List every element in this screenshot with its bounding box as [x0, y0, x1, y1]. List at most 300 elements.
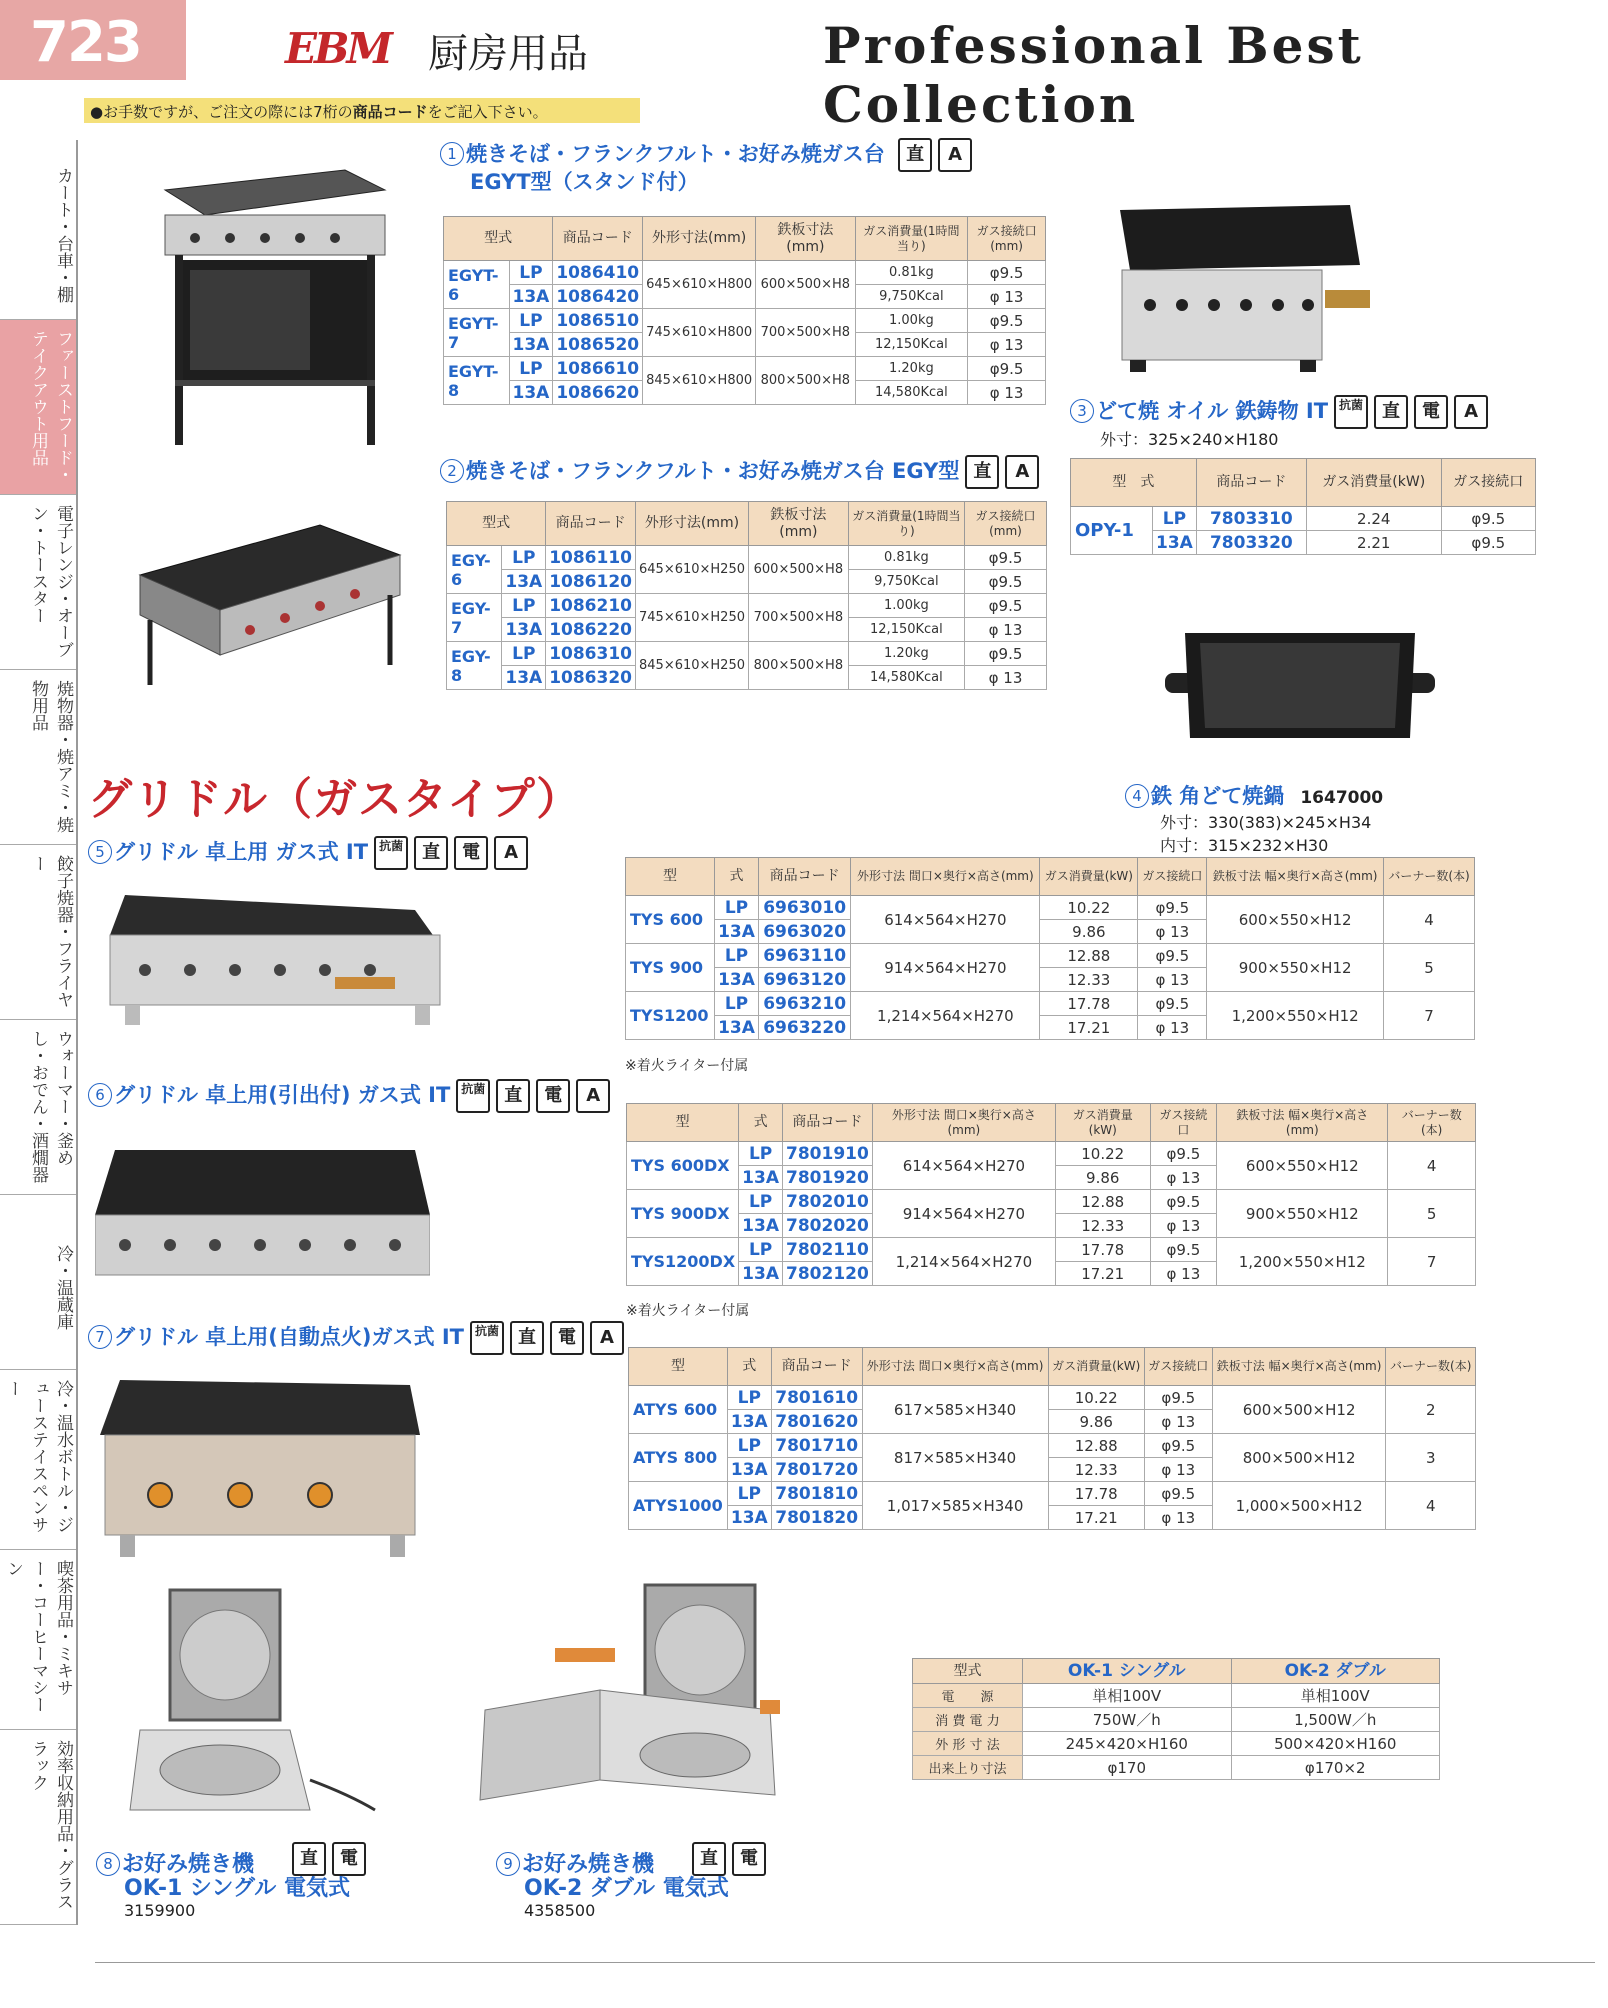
table-cell-variant: LP	[715, 944, 759, 968]
table-cell-joint: φ9.5	[1138, 944, 1207, 968]
table-cell-code: 6963110	[758, 944, 850, 968]
table-cell-joint: φ 13	[965, 618, 1047, 642]
table-cell-variant: LP	[509, 261, 553, 285]
table-cell-outer: 914×564×H270	[872, 1190, 1055, 1238]
table-cell-variant: LP	[727, 1386, 771, 1410]
table-cell-gas: 17.78	[1040, 992, 1138, 1016]
table-cell-gas: 12.33	[1055, 1214, 1150, 1238]
table-header: ガス消費量(kW)	[1306, 459, 1441, 507]
notice-prefix: ●お手数ですが、ご注文の際には7桁の	[90, 103, 353, 121]
table-cell-joint: φ 13	[1150, 1214, 1217, 1238]
table-cell-joint: φ 13	[968, 333, 1046, 357]
table-cell-joint: φ 13	[1144, 1410, 1212, 1434]
table-cell-joint: φ9.5	[1144, 1482, 1212, 1506]
table-cell-code: 1086320	[546, 666, 636, 690]
antibacterial-icon: 抗菌	[1334, 395, 1368, 429]
phone-order-icon: 電	[1414, 395, 1448, 429]
table-header: 商品コード	[771, 1348, 862, 1386]
table-cell-code: 1086110	[546, 546, 636, 570]
antibacterial-icon: 抗菌	[470, 1321, 504, 1355]
table-cell-model: TYS 600DX	[627, 1142, 739, 1190]
phone-order-icon: 電	[332, 1842, 366, 1876]
table-cell-code: 7801710	[771, 1434, 862, 1458]
opy-spec-table	[1070, 458, 1536, 555]
table-cell-gas: 1.20kg	[848, 642, 964, 666]
table-header: 型	[627, 1104, 739, 1142]
table-cell-gas: 17.21	[1055, 1262, 1150, 1286]
gas-type-a-icon: A	[494, 836, 528, 870]
table-header: 式	[727, 1348, 771, 1386]
table-cell-variant: 13A	[509, 333, 553, 357]
table-cell-joint: φ9.5	[965, 570, 1047, 594]
table-cell-outer: 617×585×H340	[862, 1386, 1048, 1434]
table-cell-outer: 845×610×H250	[636, 642, 749, 690]
antibacterial-icon: 抗菌	[374, 836, 408, 870]
phone-order-icon: 電	[536, 1079, 570, 1113]
table-header: バーナー数(本)	[1384, 858, 1475, 896]
table-header: 式	[739, 1104, 783, 1142]
product-number: 8	[96, 1852, 120, 1876]
table-cell-gas: 9.86	[1048, 1410, 1144, 1434]
table-cell-model: EGYT-8	[444, 357, 510, 405]
table-cell-model: TYS 900DX	[627, 1190, 739, 1238]
table-header: 型式	[447, 502, 546, 546]
table-header: 鉄板寸法(mm)	[756, 217, 855, 261]
sidebar-tab-storage[interactable]	[0, 1195, 76, 1370]
table-cell-joint: φ 13	[1150, 1166, 1217, 1190]
table-cell-model: ATYS 800	[629, 1434, 728, 1482]
sidebar-tab-label: 冷・温蔵庫	[53, 1244, 73, 1330]
table-cell-code: 7801610	[771, 1386, 862, 1410]
table-cell-burners: 4	[1384, 896, 1475, 944]
table-cell-gas: 9,750Kcal	[855, 285, 968, 309]
product-title: どて焼 オイル 鉄鋳物 IT	[1096, 399, 1329, 423]
table-cell-joint: φ9.5	[968, 357, 1046, 381]
product-5-title	[88, 836, 528, 870]
table-cell-joint: φ9.5	[1150, 1142, 1217, 1166]
table-cell-plate: 1,200×550×H12	[1207, 992, 1384, 1040]
table-header: 型式	[444, 217, 553, 261]
tys-dx-spec-table	[626, 1103, 1476, 1286]
table-cell-value: φ170×2	[1231, 1756, 1440, 1780]
table-cell-joint: φ9.5	[968, 309, 1046, 333]
table-cell-outer: 614×564×H270	[851, 896, 1040, 944]
table-cell-gas: 12.33	[1048, 1458, 1144, 1482]
table-cell-joint: φ9.5	[1138, 992, 1207, 1016]
table-cell-plate: 1,200×550×H12	[1217, 1238, 1388, 1286]
table-cell-plate: 800×500×H8	[749, 642, 849, 690]
product-8-info	[96, 1848, 358, 1921]
table-header: 鉄板寸法 幅×奥行×高さ(mm)	[1212, 1348, 1386, 1386]
table-header: バーナー数(本)	[1388, 1104, 1476, 1142]
product-inner-dims: 内寸：315×232×H30	[1160, 836, 1329, 855]
sidebar-tab-label: 電子レンジ・オーブン・トースター	[28, 505, 73, 658]
table-cell-variant: 13A	[502, 570, 546, 594]
table-header: 鉄板寸法 幅×奥行×高さ(mm)	[1217, 1104, 1388, 1142]
lighter-note: ※着火ライター付属	[625, 1058, 749, 1074]
sidebar-tab-label: カート・台車・棚	[53, 166, 73, 303]
table-cell-variant: LP	[502, 594, 546, 618]
table-cell-code: 7802020	[783, 1214, 873, 1238]
table-cell-code: 6963210	[758, 992, 850, 1016]
sidebar-tab-grill[interactable]	[0, 670, 76, 845]
table-cell-gas: 12.88	[1040, 944, 1138, 968]
table-cell-outer: 1,017×585×H340	[862, 1482, 1048, 1530]
egyt-spec-table	[443, 216, 1046, 405]
product-code: 1647000	[1300, 788, 1384, 808]
table-header: 鉄板寸法 幅×奥行×高さ(mm)	[1207, 858, 1384, 896]
table-cell-gas: 2.21	[1306, 531, 1441, 555]
sidebar-tab-label: ウォーマー・釜めし・おでん・酒燗器	[28, 1030, 73, 1183]
table-cell-variant: 13A	[727, 1458, 771, 1482]
table-cell-joint: φ 13	[1150, 1262, 1217, 1286]
table-cell-variant: 13A	[509, 285, 553, 309]
table-cell-model: ATYS 600	[629, 1386, 728, 1434]
table-header: 外形寸法 間口×奥行×高さ(mm)	[862, 1348, 1048, 1386]
product-title-line2: EGYT型（スタンド付）	[470, 170, 699, 194]
table-cell-model: TYS1200	[626, 992, 715, 1040]
table-cell-burners: 4	[1388, 1142, 1476, 1190]
product-title: グリドル 卓上用(自動点火)ガス式 IT	[114, 1325, 464, 1349]
table-cell-code: 7801620	[771, 1410, 862, 1434]
direct-delivery-icon: 直	[496, 1079, 530, 1113]
table-header: ガス接続口	[1144, 1348, 1212, 1386]
table-header: ガス接続口	[1138, 858, 1207, 896]
tys-spec-table	[625, 857, 1475, 1040]
notice-bold: 商品コード	[352, 103, 428, 121]
gas-type-a-icon: A	[938, 138, 972, 172]
table-cell-code: 1086210	[546, 594, 636, 618]
table-cell-joint: φ9.5	[1150, 1238, 1217, 1262]
table-cell-variant: LP	[715, 992, 759, 1016]
table-cell-variant: 13A	[502, 666, 546, 690]
table-cell-gas: 14,580Kcal	[848, 666, 964, 690]
table-cell-label: 外 形 寸 法	[913, 1732, 1023, 1756]
table-cell-gas: 0.81kg	[855, 261, 968, 285]
table-cell-variant: LP	[715, 896, 759, 920]
griddle-section-heading: グリドル（ガスタイプ）	[88, 774, 582, 825]
table-cell-plate: 700×500×H8	[756, 309, 855, 357]
table-cell-gas: 9.86	[1055, 1166, 1150, 1190]
table-cell-code: 7802120	[783, 1262, 873, 1286]
table-cell-model: EGYT-6	[444, 261, 510, 309]
gas-type-a-icon: A	[576, 1079, 610, 1113]
brand-logo: EBM	[285, 24, 391, 73]
product-title: 鉄 角どて焼鍋	[1151, 784, 1285, 808]
lighter-note: ※着火ライター付属	[626, 1303, 750, 1319]
product-1-title	[440, 138, 972, 196]
table-cell-plate: 1,000×500×H12	[1212, 1482, 1386, 1530]
table-cell-gas: 9.86	[1040, 920, 1138, 944]
product-title: グリドル 卓上用(引出付) ガス式 IT	[114, 1083, 451, 1107]
table-cell-gas: 1.00kg	[855, 309, 968, 333]
table-cell-value: 245×420×H160	[1023, 1732, 1232, 1756]
product-title: グリドル 卓上用 ガス式 IT	[114, 840, 369, 864]
category-title: 厨房用品	[428, 31, 588, 77]
table-cell-variant: 13A	[739, 1262, 783, 1286]
table-cell-plate: 800×500×H8	[756, 357, 855, 405]
table-header: 外形寸法(mm)	[643, 217, 756, 261]
sidebar-tab-label: 焼物器・焼アミ・焼物用品	[28, 680, 73, 833]
table-cell-code: 1086520	[553, 333, 643, 357]
table-cell-outer: 817×585×H340	[862, 1434, 1048, 1482]
table-cell-model: EGY-7	[447, 594, 502, 642]
antibacterial-icon: 抗菌	[456, 1079, 490, 1113]
sidebar-tab-fryer[interactable]	[0, 845, 76, 1020]
table-cell-gas: 12,150Kcal	[848, 618, 964, 642]
table-cell-gas: 12.88	[1048, 1434, 1144, 1458]
table-cell-plate: 800×500×H12	[1212, 1434, 1386, 1482]
table-cell-joint: φ9.5	[968, 261, 1046, 285]
product-title-line1: お好み焼き機	[522, 1852, 655, 1877]
table-header: ガス接続口(mm)	[965, 502, 1047, 546]
table-cell-outer: 1,214×564×H270	[872, 1238, 1055, 1286]
table-cell-model: OPY-1	[1071, 507, 1153, 555]
table-cell-outer: 745×610×H800	[643, 309, 756, 357]
table-cell-plate: 600×500×H12	[1212, 1386, 1386, 1434]
product-dimensions: 外寸：325×240×H180	[1100, 430, 1279, 449]
ok1-machine-photo	[120, 1580, 380, 1840]
table-cell-joint: φ 13	[1138, 968, 1207, 992]
direct-delivery-icon: 直	[898, 138, 932, 172]
table-header: ガス消費量(kW)	[1040, 858, 1138, 896]
table-cell-code: 7802110	[783, 1238, 873, 1262]
product-outer-dims: 外寸：330(383)×245×H34	[1160, 813, 1372, 832]
table-cell-plate: 600×500×H8	[749, 546, 849, 594]
table-cell-gas: 0.81kg	[848, 546, 964, 570]
direct-delivery-icon: 直	[965, 455, 999, 489]
iron-pan-photo	[1155, 628, 1445, 778]
table-cell-variant: LP	[509, 357, 553, 381]
phone-order-icon: 電	[550, 1321, 584, 1355]
sidebar-tab-label: 餃子焼器・フライヤー	[28, 855, 73, 1008]
table-cell-joint: φ 13	[1144, 1506, 1212, 1530]
table-cell-outer: 914×564×H270	[851, 944, 1040, 992]
table-header: ガス接続口(mm)	[968, 217, 1046, 261]
direct-delivery-icon: 直	[1374, 395, 1408, 429]
table-cell-code: 1086120	[546, 570, 636, 594]
table-cell-burners: 2	[1386, 1386, 1476, 1434]
table-cell-joint: φ9.5	[1441, 531, 1535, 555]
sidebar-tab-fastfood[interactable]	[0, 320, 76, 495]
table-header: 型式	[913, 1659, 1023, 1684]
table-cell-variant: LP	[739, 1190, 783, 1214]
table-cell-label: 出来上り寸法	[913, 1756, 1023, 1780]
table-cell-gas: 12.88	[1055, 1190, 1150, 1214]
table-cell-code: 6963020	[758, 920, 850, 944]
table-cell-variant: LP	[739, 1238, 783, 1262]
table-cell-value: 500×420×H160	[1231, 1732, 1440, 1756]
product-number: 2	[440, 459, 464, 483]
phone-order-icon: 電	[454, 836, 488, 870]
atys-spec-table	[628, 1347, 1476, 1530]
table-cell-gas: 10.22	[1048, 1386, 1144, 1410]
table-cell-value: 単相100V	[1023, 1684, 1232, 1708]
table-cell-code: 1086610	[553, 357, 643, 381]
table-cell-gas: 17.78	[1055, 1238, 1150, 1262]
sidebar-tab-label: 喫茶用品・ミキサー・コーヒーマシーン	[3, 1560, 73, 1713]
table-cell-burners: 4	[1386, 1482, 1476, 1530]
table-cell-variant: LP	[739, 1142, 783, 1166]
table-cell-outer: 1,214×564×H270	[851, 992, 1040, 1040]
product-number: 5	[88, 840, 112, 864]
table-cell-plate: 600×550×H12	[1207, 896, 1384, 944]
sidebar-tab-warmer[interactable]	[0, 1020, 76, 1195]
table-header: ガス消費量(kW)	[1055, 1104, 1150, 1142]
table-cell-variant: 13A	[1152, 531, 1196, 555]
tys-dx-griddle-photo	[95, 1145, 430, 1290]
table-cell-variant: 13A	[739, 1166, 783, 1190]
table-cell-code: 1086620	[553, 381, 643, 405]
table-cell-code: 7801820	[771, 1506, 862, 1530]
table-header: バーナー数(本)	[1386, 1348, 1476, 1386]
table-header: 商品コード	[783, 1104, 873, 1142]
table-cell-value: 750W／h	[1023, 1708, 1232, 1732]
table-cell-outer: 745×610×H250	[636, 594, 749, 642]
table-cell-joint: φ9.5	[965, 594, 1047, 618]
table-cell-gas: 17.21	[1048, 1506, 1144, 1530]
table-cell-variant: 13A	[739, 1214, 783, 1238]
table-cell-joint: φ 13	[968, 381, 1046, 405]
table-header: 型	[626, 858, 715, 896]
table-cell-code: 7801920	[783, 1166, 873, 1190]
sidebar-tab-label: 冷・温水ボトル・ジューステイスペンサー	[3, 1380, 73, 1533]
table-cell-plate: 900×550×H12	[1207, 944, 1384, 992]
table-cell-model: EGY-8	[447, 642, 502, 690]
gas-type-a-icon: A	[590, 1321, 624, 1355]
table-cell-joint: φ 13	[968, 285, 1046, 309]
ok2-machine-photo	[470, 1580, 800, 1830]
table-cell-code: 7801810	[771, 1482, 862, 1506]
product-code: 4358500	[524, 1901, 596, 1921]
table-cell-code: 6963120	[758, 968, 850, 992]
category-sidebar	[0, 140, 78, 1925]
table-cell-value: 単相100V	[1231, 1684, 1440, 1708]
product-title: 焼きそば・フランクフルト・お好み焼ガス台 EGY型	[466, 459, 960, 483]
product-3-title	[1070, 395, 1488, 450]
product-number: 1	[440, 142, 464, 166]
product-6-title	[88, 1079, 610, 1113]
egyt-stand-photo	[135, 150, 395, 450]
table-header: ガス消費量(1時間当り)	[855, 217, 968, 261]
table-cell-variant: 13A	[509, 381, 553, 405]
table-cell-joint: φ9.5	[1144, 1434, 1212, 1458]
table-header: 型 式	[1071, 459, 1197, 507]
table-cell-code: 1086410	[553, 261, 643, 285]
table-cell-gas: 12,150Kcal	[855, 333, 968, 357]
table-cell-gas: 10.22	[1055, 1142, 1150, 1166]
table-cell-joint: φ9.5	[1150, 1190, 1217, 1214]
table-cell-model: TYS1200DX	[627, 1238, 739, 1286]
table-cell-code: 1086510	[553, 309, 643, 333]
table-header: 外形寸法 間口×奥行×高さ(mm)	[851, 858, 1040, 896]
order-notice	[84, 98, 640, 123]
table-header: ガス消費量(1時間当り)	[848, 502, 964, 546]
sidebar-tab-cart[interactable]	[0, 140, 76, 320]
product-4-info	[1125, 780, 1383, 856]
table-cell-burners: 7	[1388, 1238, 1476, 1286]
product-2-title	[440, 455, 1039, 489]
table-cell-variant: LP	[727, 1482, 771, 1506]
table-cell-joint: φ9.5	[965, 642, 1047, 666]
table-cell-outer: 845×610×H800	[643, 357, 756, 405]
table-cell-plate: 900×550×H12	[1217, 1190, 1388, 1238]
table-cell-code: 6963220	[758, 1016, 850, 1040]
table-header: 商品コード	[546, 502, 636, 546]
sidebar-tab-rack[interactable]	[0, 1730, 76, 1925]
sidebar-tab-cafe[interactable]	[0, 1550, 76, 1730]
sidebar-tab-bottle[interactable]	[0, 1370, 76, 1550]
phone-order-icon: 電	[732, 1842, 766, 1876]
product-title-line1: 焼きそば・フランクフルト・お好み焼ガス台	[466, 142, 885, 166]
table-cell-joint: φ 13	[1138, 1016, 1207, 1040]
gas-type-a-icon: A	[1005, 455, 1039, 489]
table-cell-variant: 13A	[727, 1506, 771, 1530]
egy-griddle-photo	[120, 515, 410, 705]
table-cell-variant: LP	[502, 546, 546, 570]
direct-delivery-icon: 直	[692, 1842, 726, 1876]
okonomiyaki-spec-table	[912, 1658, 1440, 1780]
table-cell-model: EGYT-7	[444, 309, 510, 357]
table-cell-variant: LP	[502, 642, 546, 666]
bottom-divider	[95, 1962, 1595, 1963]
table-cell-gas: 14,580Kcal	[855, 381, 968, 405]
product-7-title	[88, 1321, 624, 1355]
table-header: 商品コード	[1196, 459, 1306, 507]
product-number: 3	[1070, 399, 1094, 423]
table-cell-code: 6963010	[758, 896, 850, 920]
table-cell-outer: 614×564×H270	[872, 1142, 1055, 1190]
product-9-info	[496, 1848, 758, 1921]
direct-delivery-icon: 直	[414, 836, 448, 870]
table-cell-code: 7803310	[1196, 507, 1306, 531]
product-number: 6	[88, 1083, 112, 1107]
table-cell-model: TYS 900	[626, 944, 715, 992]
table-cell-burners: 5	[1388, 1190, 1476, 1238]
table-cell-variant: 13A	[715, 968, 759, 992]
table-cell-value: φ170	[1023, 1756, 1232, 1780]
atys-griddle-photo	[100, 1375, 420, 1565]
table-cell-gas: 10.22	[1040, 896, 1138, 920]
table-cell-gas: 17.21	[1040, 1016, 1138, 1040]
table-cell-label: 電 源	[913, 1684, 1023, 1708]
table-cell-variant: LP	[509, 309, 553, 333]
table-cell-code: 7801910	[783, 1142, 873, 1166]
table-cell-variant: LP	[727, 1434, 771, 1458]
table-header: OK-2 ダブル	[1231, 1659, 1440, 1684]
table-cell-code: 1086420	[553, 285, 643, 309]
table-cell-gas: 17.78	[1048, 1482, 1144, 1506]
product-title-line2: OK-1 シングル 電気式	[124, 1876, 350, 1902]
table-cell-model: ATYS1000	[629, 1482, 728, 1530]
table-cell-label: 消 費 電 力	[913, 1708, 1023, 1732]
sidebar-tab-oven[interactable]	[0, 495, 76, 670]
table-header: ガス接続口	[1441, 459, 1535, 507]
table-header: 式	[715, 858, 759, 896]
egy-spec-table	[446, 501, 1047, 690]
table-cell-code: 7801720	[771, 1458, 862, 1482]
table-cell-joint: φ 13	[965, 666, 1047, 690]
page-number: 723	[0, 0, 186, 80]
product-number: 9	[496, 1852, 520, 1876]
product-number: 7	[88, 1325, 112, 1349]
table-cell-outer: 645×610×H800	[643, 261, 756, 309]
table-cell-code: 7803320	[1196, 531, 1306, 555]
table-cell-joint: φ9.5	[1144, 1386, 1212, 1410]
table-cell-variant: 13A	[715, 1016, 759, 1040]
direct-delivery-icon: 直	[292, 1842, 326, 1876]
table-cell-outer: 645×610×H250	[636, 546, 749, 594]
